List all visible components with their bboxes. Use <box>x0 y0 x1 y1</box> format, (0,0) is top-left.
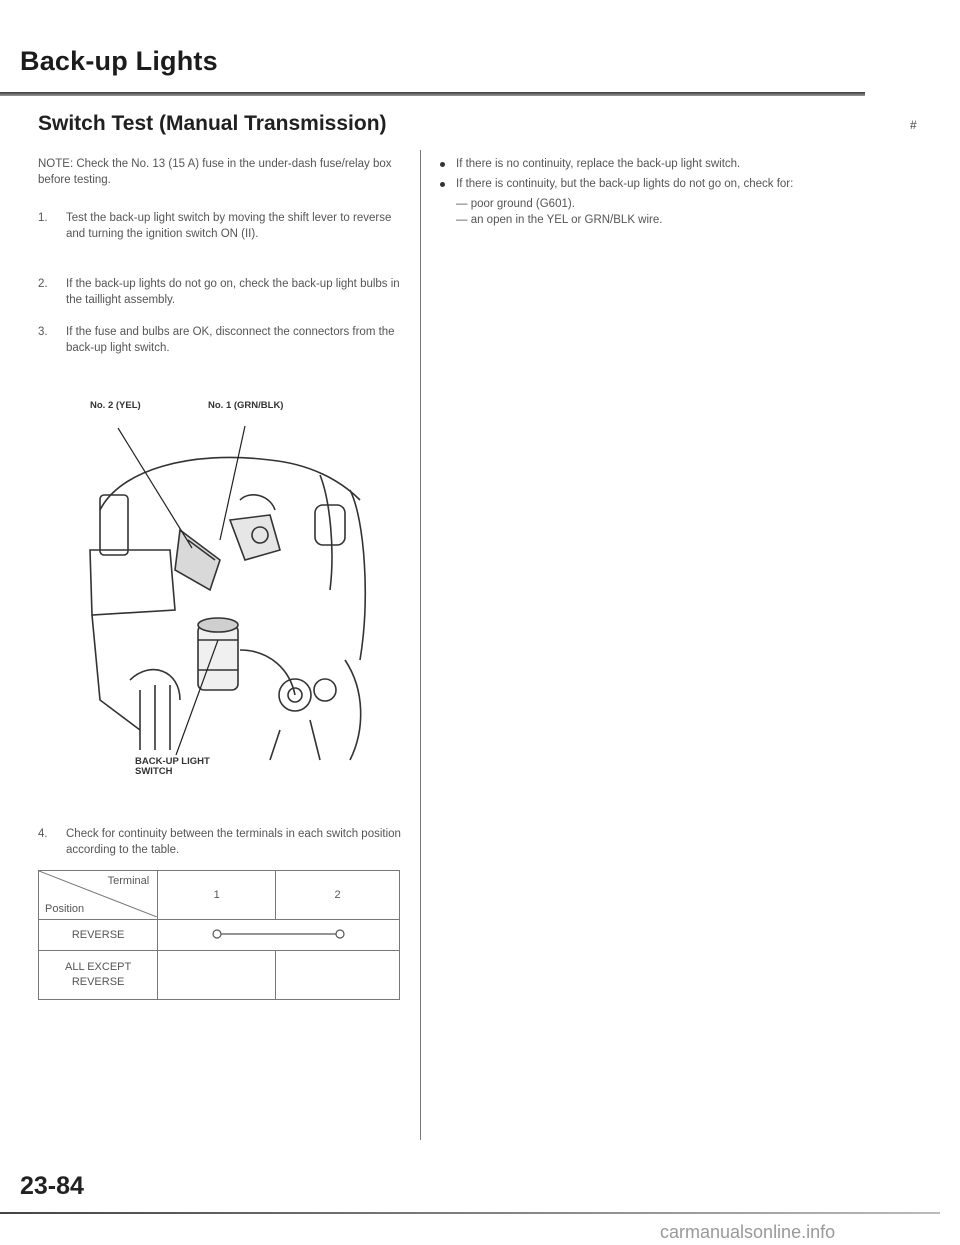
step-number: 4. <box>38 828 48 840</box>
header-terminal: Terminal <box>107 875 150 887</box>
bullet-item <box>436 176 831 192</box>
step-text: Test the back-up light switch by moving the shift lever to reverse and turning the ignition switch ON (II). <box>66 212 392 240</box>
section-heading: Switch Test (Manual Transmission) <box>38 112 387 135</box>
row-label-line2: REVERSE <box>71 976 125 988</box>
step-text: If the fuse and bulbs are OK, disconnect the connectors from the back-up light switch. <box>66 326 395 354</box>
bullet-item <box>436 156 831 172</box>
step-number: 3. <box>38 326 48 338</box>
label-switch-line1: BACK-UP LIGHT <box>135 756 210 767</box>
note-text: NOTE: Check the No. 13 (15 A) fuse in the under-dash fuse/relay box before testing. <box>38 158 392 186</box>
label-switch-line2: SWITCH <box>135 766 173 777</box>
bullet-icon <box>440 182 445 187</box>
header-col-2: 2 <box>276 871 400 920</box>
empty-cell <box>276 951 400 1000</box>
page-number: 23-84 <box>20 1172 84 1200</box>
watermark: carmanualsonline.info <box>660 1222 836 1242</box>
switch-illustration <box>80 400 380 775</box>
page-title: Back-up Lights <box>20 46 218 76</box>
continuity-cell <box>158 920 400 951</box>
continuity-symbol <box>158 920 400 948</box>
bullet-icon <box>440 162 445 167</box>
table-header-corner <box>39 871 158 920</box>
label-no1: No. 1 (GRN/BLK) <box>208 400 284 411</box>
switch-drawing <box>80 400 380 775</box>
row-label-all-except <box>39 951 158 1000</box>
header-col-1: 1 <box>158 871 276 920</box>
title-rule <box>0 92 865 96</box>
table-row <box>39 920 400 951</box>
right-column <box>436 156 831 228</box>
row-label-line1: ALL EXCEPT <box>64 961 132 973</box>
column-divider <box>420 150 421 1140</box>
bullet-text: If there is no continuity, replace the back-up light switch. <box>456 158 741 170</box>
continuity-table <box>38 870 400 1000</box>
header-position: Position <box>45 903 85 915</box>
dash-item: — poor ground (G601). <box>456 198 575 210</box>
table-row <box>39 951 400 1000</box>
step-number: 1. <box>38 212 48 224</box>
step-text: Check for continuity between the terminals in each switch position according to the table. <box>66 828 401 856</box>
label-no2: No. 2 (YEL) <box>90 400 141 411</box>
corner-mark: # <box>910 118 917 132</box>
dash-item: — an open in the YEL or GRN/BLK wire. <box>456 214 663 226</box>
step-number: 2. <box>38 278 48 290</box>
bullet-text: If there is continuity, but the back-up lights do not go on, check for: <box>456 178 794 190</box>
footer-rule <box>0 1212 940 1214</box>
step-text: If the back-up lights do not go on, check the back-up light bulbs in the taillight assembly. <box>66 278 400 306</box>
row-label-reverse: REVERSE <box>39 920 158 951</box>
empty-cell <box>158 951 276 1000</box>
